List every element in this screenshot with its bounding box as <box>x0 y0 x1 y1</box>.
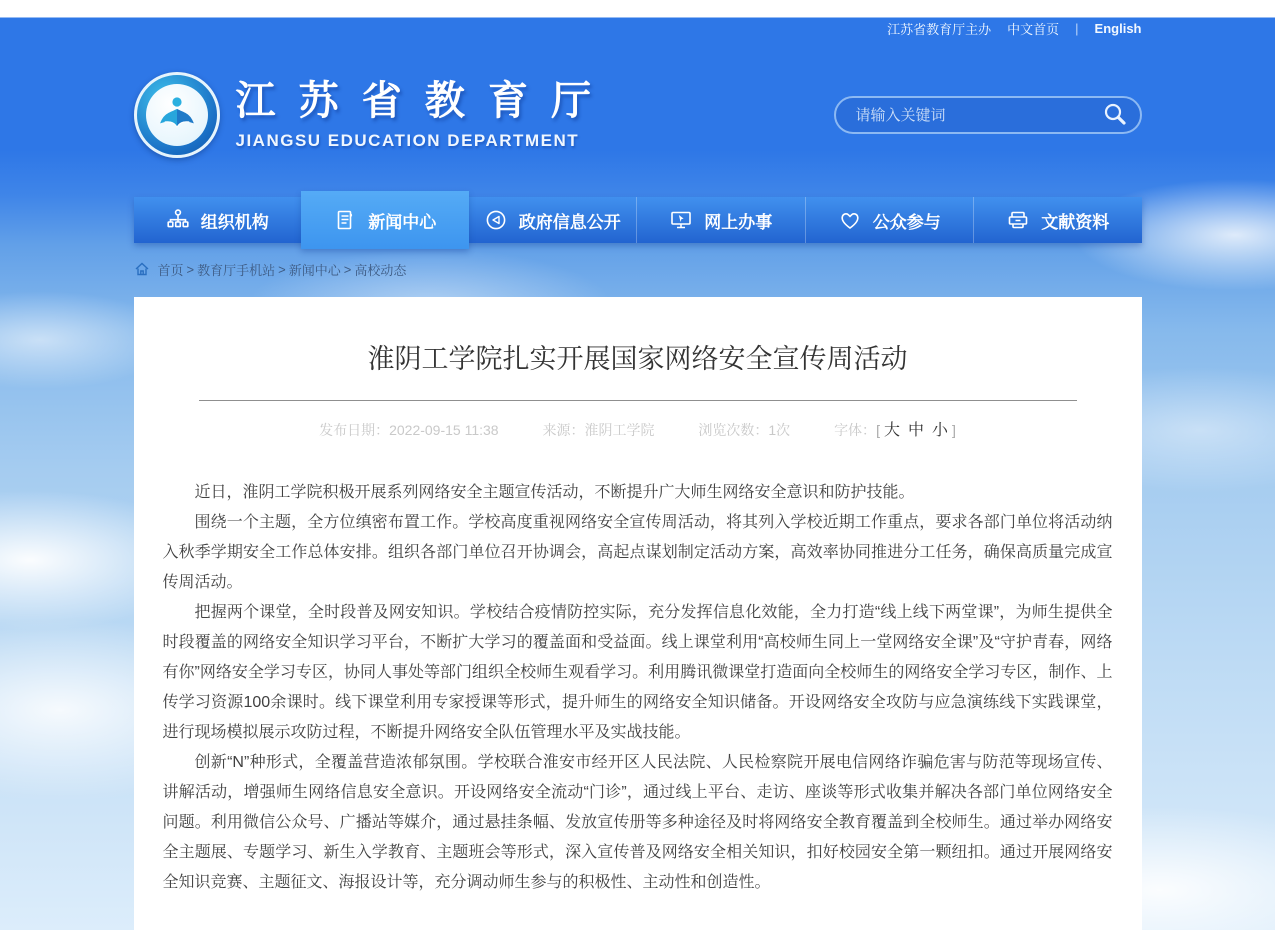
breadcrumb <box>134 258 1142 280</box>
site-search <box>834 96 1142 134</box>
article-paragraph: 近日，淮阴工学院积极开展系列网络安全主题宣传活动，不断提升广大师生网络安全意识和防护技能。 <box>194 484 915 501</box>
nav-item-public-participation[interactable] <box>805 197 974 243</box>
monitor-icon <box>669 208 693 232</box>
host-link[interactable]: 江苏省教育厅主办 <box>887 21 992 37</box>
breadcrumb-news-center[interactable]: 新闻中心 <box>288 262 341 278</box>
font-size-large-button[interactable]: 大 <box>883 422 900 439</box>
top-utility-bar <box>134 0 1142 40</box>
font-size-medium-button[interactable]: 中 <box>907 422 924 439</box>
nav-label: 文献资料 <box>1041 212 1110 232</box>
article-title: 淮阴工学院扎实开展国家网络安全宣传周活动 <box>199 297 1077 401</box>
site-header <box>134 40 1142 190</box>
breadcrumb-home[interactable]: 首页 <box>157 262 184 278</box>
nav-label: 组织机构 <box>200 212 269 232</box>
info-disclosure-icon <box>484 208 508 232</box>
nav-label: 政府信息公开 <box>518 212 621 232</box>
site-logo[interactable] <box>134 72 598 158</box>
nav-item-gov-info-disclosure[interactable] <box>469 197 637 243</box>
breadcrumb-separator: > <box>186 261 195 277</box>
view-count: 浏览次数：1次 <box>698 422 791 438</box>
topbar-divider: | <box>1075 20 1079 36</box>
breadcrumb-current: 高校动态 <box>354 262 407 278</box>
nav-label: 网上办事 <box>704 212 773 232</box>
page-container <box>134 0 1142 930</box>
site-title: 江 苏 省 教 育 厅 <box>235 79 598 123</box>
heart-icon <box>838 208 862 232</box>
article-source: 来源：淮阴工学院 <box>542 422 655 438</box>
publish-date: 发布日期：2022-09-15 11:38 <box>319 422 499 438</box>
nav-label: 新闻中心 <box>368 212 437 232</box>
english-link[interactable]: English <box>1094 20 1142 36</box>
sitemap-icon <box>166 208 190 232</box>
main-nav <box>134 197 1142 243</box>
article-paragraph: 创新“N”种形式，全覆盖营造浓郁氛围。学校联合淮安市经开区人民法院、人民检察院开展电信网络诈骗危害与防范等现场宣传、讲解活动，增强师生网络信息安全意识。开设网络安全流动“门诊”，通过线上平台、走访、座谈等形式收集并解决各部门单位网络安全问题。利用微信公众号、广播站等媒介，通过悬挂条幅、发放宣传册等多种途径及时将网络安全教育覆盖到全校师生。通过举办网络安全主题展、专题学习、新生入学教育、主题班会等形式，深入宣传普及网络安全相关知识，扣好校园安全第一颗纽扣。通过开展网络安全知识竞赛、主题征文、海报设计等，充分调动师生参与的积极性、主动性和创造性。 <box>162 754 1113 891</box>
search-input[interactable] <box>856 107 1102 124</box>
breadcrumb-separator: > <box>343 261 352 277</box>
font-size-control: 字体：[ 大 中 小 ] <box>834 422 956 439</box>
breadcrumb-mobile-site[interactable]: 教育厅手机站 <box>197 262 276 278</box>
home-icon <box>134 261 150 277</box>
nav-item-organization[interactable] <box>134 197 302 243</box>
search-button[interactable] <box>1102 101 1128 130</box>
chinese-home-link[interactable]: 中文首页 <box>1007 21 1060 37</box>
nav-item-news-center[interactable] <box>301 191 469 249</box>
article-body <box>134 478 1142 898</box>
article-paragraph: 围绕一个主题，全方位缜密布置工作。学校高度重视网络安全宣传周活动，将其列入学校近期工作重点，要求各部门单位将活动纳入秋季学期安全工作总体安排。组织各部门单位召开协调会，高起点谋划制定活动方案，高效率协同推进分工任务，确保高质量完成宣传周活动。 <box>162 514 1113 591</box>
nav-item-online-services[interactable] <box>636 197 805 243</box>
font-size-small-button[interactable]: 小 <box>931 422 948 439</box>
article-paragraph: 把握两个课堂，全时段普及网安知识。学校结合疫情防控实际，充分发挥信息化效能，全力打造“线上线下两堂课”，为师生提供全时段覆盖的网络安全知识学习平台，不断扩大学习的覆盖面和受益面。线上课堂利用“高校师生同上一堂网络安全课”及“守护青春，网络有你”网络安全学习专区，协同人事处等部门组织全校师生观看学习。利用腾讯微课堂打造面向全校师生的网络安全学习专区，制作、上传学习资源100余课时。线下课堂利用专家授课等形式，提升师生的网络安全知识储备。开设网络安全攻防与应急演练线下实践课堂，进行现场模拟展示攻防过程，不断提升网络安全队伍管理水平及实战技能。 <box>162 604 1113 741</box>
education-emblem-icon <box>134 72 220 158</box>
site-subtitle: JIANGSU EDUCATION DEPARTMENT <box>235 131 580 150</box>
search-icon <box>1102 101 1128 130</box>
news-document-icon <box>333 208 357 232</box>
archive-icon <box>1006 208 1030 232</box>
breadcrumb-separator: > <box>278 261 286 277</box>
nav-item-documents[interactable] <box>973 197 1142 243</box>
font-size-label: 字体： <box>834 422 877 438</box>
article-card <box>134 297 1142 930</box>
article-meta <box>199 417 1077 440</box>
nav-label: 公众参与 <box>872 212 941 232</box>
